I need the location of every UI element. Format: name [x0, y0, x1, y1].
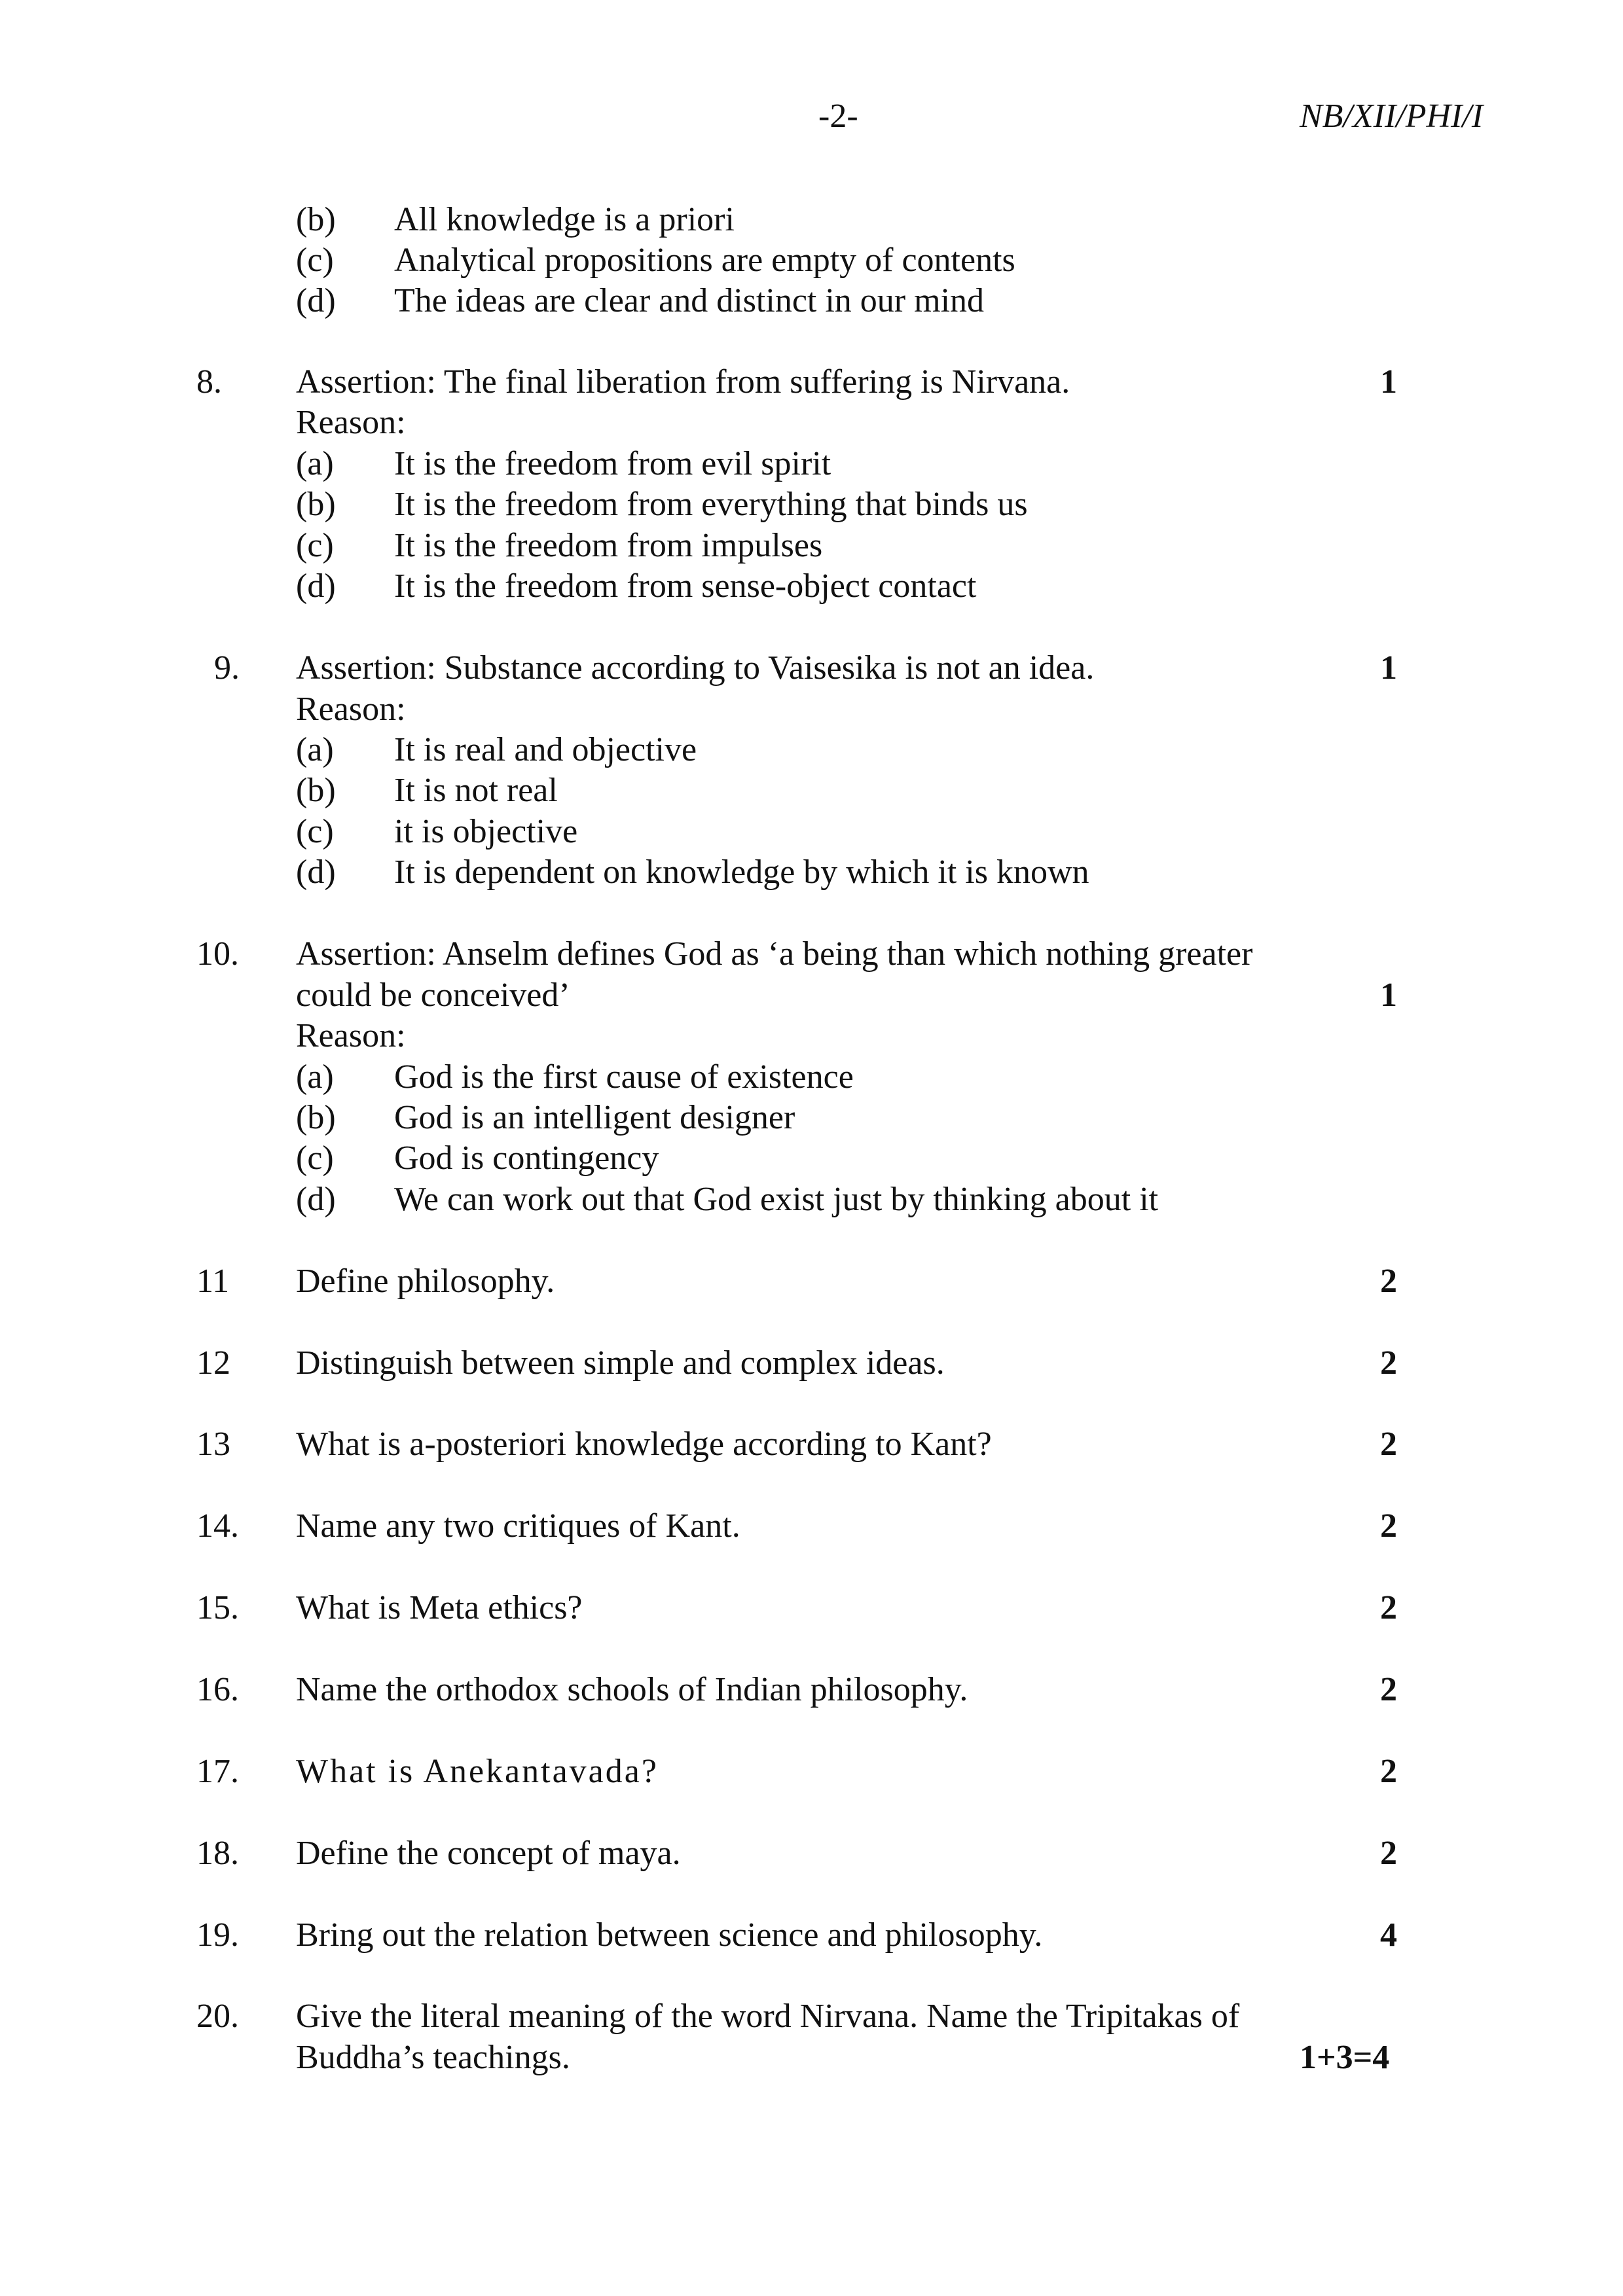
option-text: God is the first cause of existence [394, 1058, 854, 1096]
option-label: (b) [296, 201, 336, 238]
question-number: 16. [196, 1671, 239, 1708]
question-text: What is Anekantavada? [296, 1753, 659, 1790]
option-label: (d) [296, 853, 336, 891]
question-number: 20. [196, 1998, 239, 2035]
question-number: 18. [196, 1835, 239, 1872]
question-assertion: Assertion: Anselm defines God as ‘a being than which nothing greater [296, 935, 1253, 973]
question-mark: 2 [1380, 1263, 1397, 1300]
option-text: All knowledge is a priori [394, 201, 735, 238]
question-mark: 2 [1380, 1426, 1397, 1463]
option-text: God is an intelligent designer [394, 1099, 795, 1136]
option-label: (a) [296, 731, 334, 768]
question-text-continued: Buddha’s teachings. [296, 2039, 570, 2076]
question-text: Bring out the relation between science and philosophy. [296, 1916, 1043, 1954]
question-mark: 2 [1380, 1671, 1397, 1708]
question-number: 15. [196, 1589, 239, 1626]
option-text: It is not real [394, 772, 558, 809]
option-text: It is the freedom from everything that binds us [394, 486, 1028, 523]
option-label: (c) [296, 527, 334, 564]
option-label: (c) [296, 813, 334, 850]
question-number: 8. [196, 363, 222, 401]
question-mark: 2 [1380, 1507, 1397, 1545]
question-mark: 1 [1380, 363, 1397, 401]
question-assertion: Assertion: Substance according to Vaisesika is not an idea. [296, 649, 1095, 687]
question-text: What is a-posteriori knowledge according to Kant? [296, 1426, 992, 1463]
option-text: It is real and objective [394, 731, 697, 768]
option-text: We can work out that God exist just by thinking about it [394, 1181, 1159, 1218]
option-label: (c) [296, 242, 334, 279]
question-text: Name any two critiques of Kant. [296, 1507, 740, 1545]
option-text: It is the freedom from evil spirit [394, 445, 831, 482]
option-label: (a) [296, 1058, 334, 1096]
option-text: it is objective [394, 813, 578, 850]
question-number: 13 [196, 1426, 230, 1463]
question-mark: 1 [1380, 649, 1397, 687]
reason-label: Reason: [296, 1017, 406, 1054]
question-mark: 1 [1380, 977, 1397, 1014]
question-text: Give the literal meaning of the word Nirvana. Name the Tripitakas of [296, 1998, 1240, 2035]
reason-label: Reason: [296, 404, 406, 441]
option-label: (d) [296, 282, 336, 319]
question-mark: 2 [1380, 1589, 1397, 1626]
reason-label: Reason: [296, 691, 406, 728]
question-number: 14. [196, 1507, 239, 1545]
paper-code: NB/XII/PHI/I [1300, 98, 1484, 135]
question-assertion-continued: could be conceived’ [296, 977, 570, 1014]
page-number: -2- [818, 98, 858, 135]
option-label: (b) [296, 772, 336, 809]
option-text: Analytical propositions are empty of contents [394, 242, 1015, 279]
option-label: (d) [296, 1181, 336, 1218]
question-mark: 2 [1380, 1835, 1397, 1872]
option-text: God is contingency [394, 1139, 659, 1177]
question-number: 17. [196, 1753, 239, 1790]
option-label: (d) [296, 567, 336, 605]
question-mark: 2 [1380, 1753, 1397, 1790]
question-text: Define the concept of maya. [296, 1835, 681, 1872]
question-number: 9. [214, 649, 240, 687]
question-text: Name the orthodox schools of Indian philosophy. [296, 1671, 968, 1708]
option-label: (a) [296, 445, 334, 482]
question-text: Define philosophy. [296, 1263, 555, 1300]
question-mark: 2 [1380, 1344, 1397, 1382]
question-assertion: Assertion: The final liberation from suffering is Nirvana. [296, 363, 1070, 401]
question-mark: 1+3=4 [1300, 2039, 1390, 2076]
question-text: What is Meta ethics? [296, 1589, 583, 1626]
option-text: It is dependent on knowledge by which it is known [394, 853, 1089, 891]
question-text: Distinguish between simple and complex ideas. [296, 1344, 945, 1382]
option-label: (b) [296, 486, 336, 523]
question-number: 11 [196, 1263, 230, 1300]
question-mark: 4 [1380, 1916, 1397, 1954]
option-text: It is the freedom from impulses [394, 527, 823, 564]
option-text: It is the freedom from sense-object contact [394, 567, 977, 605]
question-number: 10. [196, 935, 239, 973]
question-number: 12 [196, 1344, 230, 1382]
option-text: The ideas are clear and distinct in our mind [394, 282, 985, 319]
option-label: (b) [296, 1099, 336, 1136]
question-number: 19. [196, 1916, 239, 1954]
option-label: (c) [296, 1139, 334, 1177]
